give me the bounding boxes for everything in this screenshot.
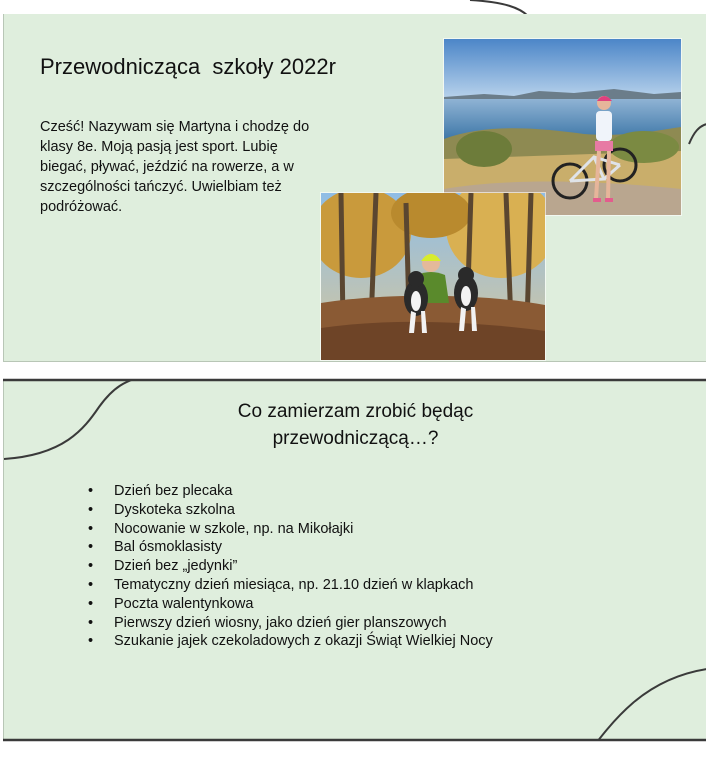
list-item: • Dzień bez „jedynki” bbox=[88, 557, 493, 576]
plans-heading bbox=[4, 398, 706, 452]
list-item: • Tematyczny dzień miesiąca, np. 21.10 dzień w klapkach bbox=[88, 576, 493, 595]
list-item: • Dzień bez plecaka bbox=[88, 482, 493, 501]
list-item: • Nocowanie w szkole, np. na Mikołajki bbox=[88, 520, 493, 539]
plans-list bbox=[88, 482, 493, 651]
intro-paragraph: Cześć! Nazywam się Martyna i chodzę do klasy 8e. Moją pasją jest sport. Lubię biegać, pływać, jeździć na rowerze, a w szczególności tańczyć. Uwielbiam też podróżować. bbox=[40, 119, 310, 215]
bike-photo bbox=[444, 39, 681, 215]
forest-dogs-photo bbox=[321, 193, 545, 360]
list-item: • Poczta walentynkowa bbox=[88, 595, 493, 614]
list-item: • Pierwszy dzień wiosny, jako dzień gier planszowych bbox=[88, 614, 493, 633]
slide-plans bbox=[3, 379, 706, 741]
list-item: • Szukanie jajek czekoladowych z okazji Świąt Wielkiej Nocy bbox=[88, 632, 493, 651]
plans-heading-line1: Co zamierzam zrobić będąc bbox=[237, 401, 474, 422]
slide-intro bbox=[3, 14, 706, 362]
page-title: Przewodnicząca szkoły 2022r bbox=[40, 54, 336, 79]
list-item: • Dyskoteka szkolna bbox=[88, 501, 493, 520]
plans-heading-line2: przewodniczącą…? bbox=[272, 428, 439, 449]
list-item: • Bal ósmoklasisty bbox=[88, 538, 493, 557]
